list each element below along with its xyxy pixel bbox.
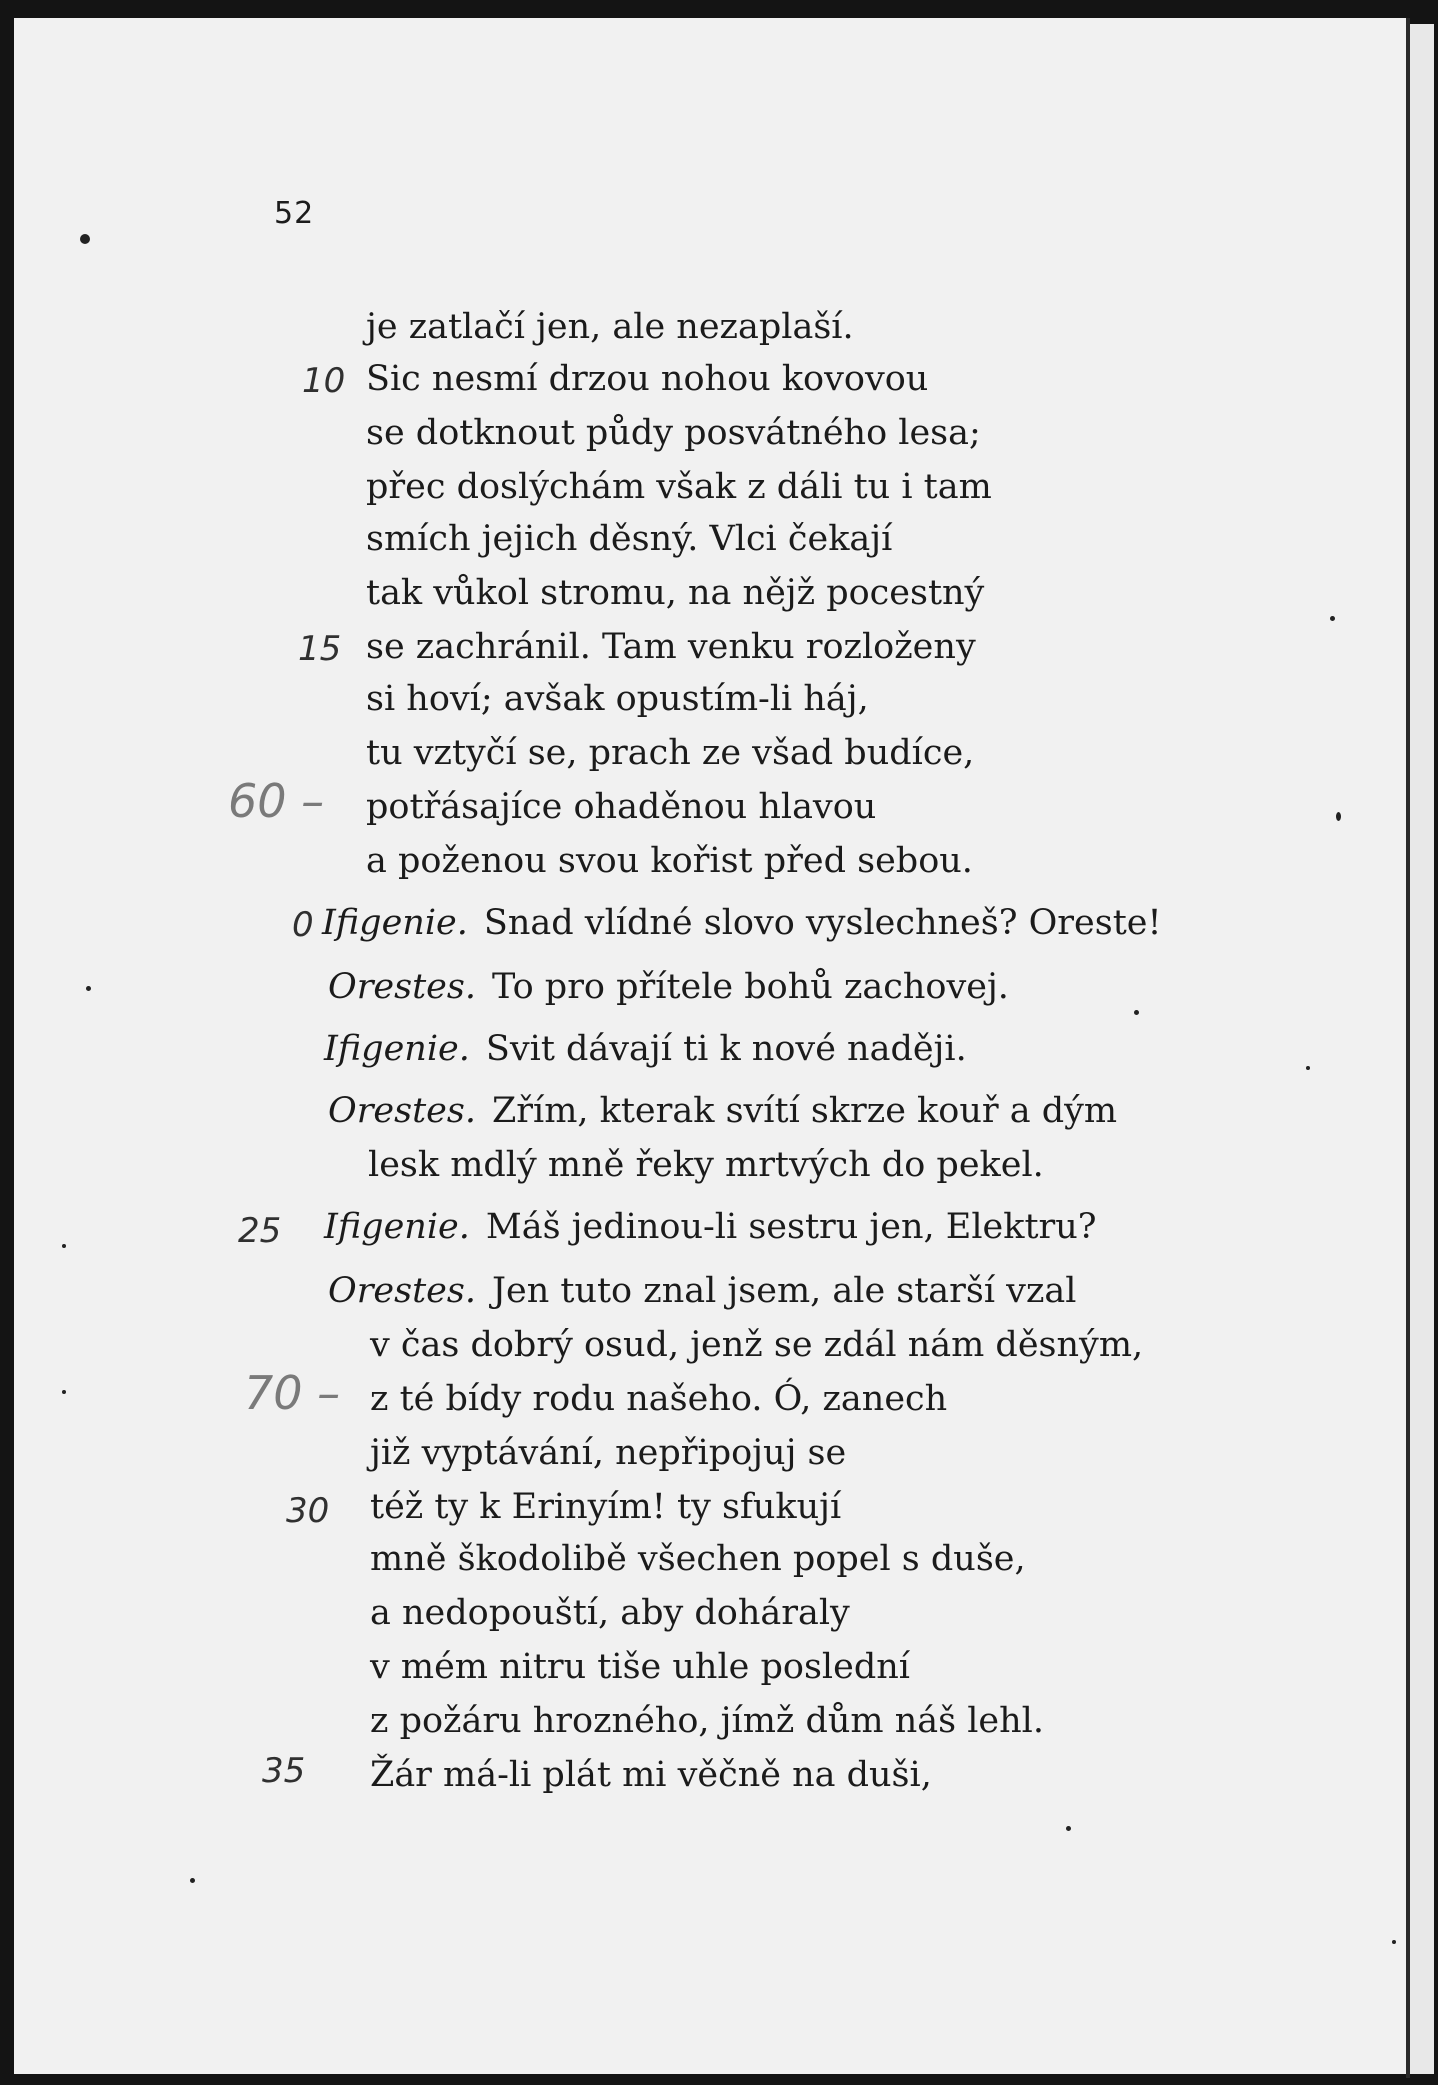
- verse-line: již vyptávání, nepřipojuj se: [370, 1433, 847, 1473]
- scan-speck: [86, 986, 91, 991]
- margin-line-number: 0: [292, 905, 314, 945]
- dialogue-line: Orestes. Jen tuto znal jsem, ale starší vzal: [328, 1271, 1077, 1311]
- dialogue-line: Ifigenie. Máš jedinou-li sestru jen, Elektru?: [324, 1207, 1097, 1247]
- scan-speck: [62, 1390, 66, 1394]
- verse-line: Žár má-li plát mi věčně na duši,: [370, 1755, 932, 1795]
- verse-line: též ty k Erinyím! ty sfukují: [370, 1487, 842, 1527]
- scan-speck: [190, 1878, 195, 1883]
- page-number: 52: [274, 196, 315, 231]
- verse-line: se zachránil. Tam venku rozloženy: [366, 627, 976, 667]
- verse-line: v mém nitru tiše uhle poslední: [370, 1647, 910, 1687]
- verse-line: z té bídy rodu našeho. Ó, zanech: [370, 1379, 948, 1419]
- margin-line-number: 30: [286, 1491, 330, 1531]
- scan-speck: [1306, 1066, 1310, 1070]
- verse-line: se dotknout půdy posvátného lesa;: [366, 413, 981, 453]
- speaker-name: Orestes.: [328, 1091, 476, 1131]
- verse-line: a nedopouští, aby doháraly: [370, 1593, 850, 1633]
- verse-line: potřásajíce ohaděnou hlavou: [366, 787, 877, 827]
- margin-line-number: 35: [262, 1751, 306, 1791]
- scan-speck: [80, 234, 90, 244]
- verse-line: tu vztyčí se, prach ze všad budíce,: [366, 733, 975, 773]
- dialogue-line: Ifigenie. Svit dávají ti k nové naději.: [324, 1029, 967, 1069]
- verse-line: si hoví; avšak opustím-li háj,: [366, 679, 869, 719]
- scan-speck: [1134, 1010, 1139, 1015]
- verse-line: přec doslýchám však z dáli tu i tam: [366, 467, 992, 507]
- speaker-name: Orestes.: [328, 967, 476, 1007]
- margin-line-number: 70 –: [244, 1366, 341, 1420]
- scan-speck: [1392, 1940, 1396, 1944]
- margin-line-number: 15: [298, 629, 342, 669]
- verse-line: smích jejich děsný. Vlci čekají: [366, 519, 893, 559]
- speaker-name: Ifigenie.: [324, 1029, 470, 1069]
- scan-speck: [1336, 812, 1341, 821]
- dialogue-line: Orestes. To pro přítele bohů zachovej.: [328, 967, 1009, 1007]
- speaker-name: Ifigenie.: [322, 903, 468, 943]
- speaker-name: Ifigenie.: [324, 1207, 470, 1247]
- dialogue-line: Orestes. Zřím, kterak svítí skrze kouř a dým: [328, 1091, 1118, 1131]
- scan-speck: [62, 1244, 66, 1248]
- verse-line: mně škodolibě všechen popel s duše,: [370, 1539, 1026, 1579]
- margin-line-number: 25: [238, 1211, 282, 1251]
- speaker-name: Orestes.: [328, 1271, 476, 1311]
- margin-line-number: 10: [302, 361, 346, 401]
- verse-line: tak vůkol stromu, na nějž pocestný: [366, 573, 985, 613]
- verse-line: Sic nesmí drzou nohou kovovou: [366, 359, 929, 399]
- verse-line: lesk mdlý mně řeky mrtvých do pekel.: [368, 1145, 1044, 1185]
- verse-line: v čas dobrý osud, jenž se zdál nám děsným,: [370, 1325, 1144, 1365]
- margin-line-number: 60 –: [228, 774, 325, 828]
- dialogue-line: Ifigenie. Snad vlídné slovo vyslechneš? Oreste!: [322, 903, 1162, 943]
- verse-line: je zatlačí jen, ale nezaplaší.: [366, 307, 854, 347]
- verse-line: z požáru hrozného, jímž dům náš lehl.: [370, 1701, 1044, 1741]
- verse-line: a poženou svou kořist před sebou.: [366, 841, 973, 881]
- next-page-sliver: [1410, 24, 1434, 2074]
- scan-speck: [1066, 1826, 1071, 1831]
- scan-speck: [1330, 616, 1335, 621]
